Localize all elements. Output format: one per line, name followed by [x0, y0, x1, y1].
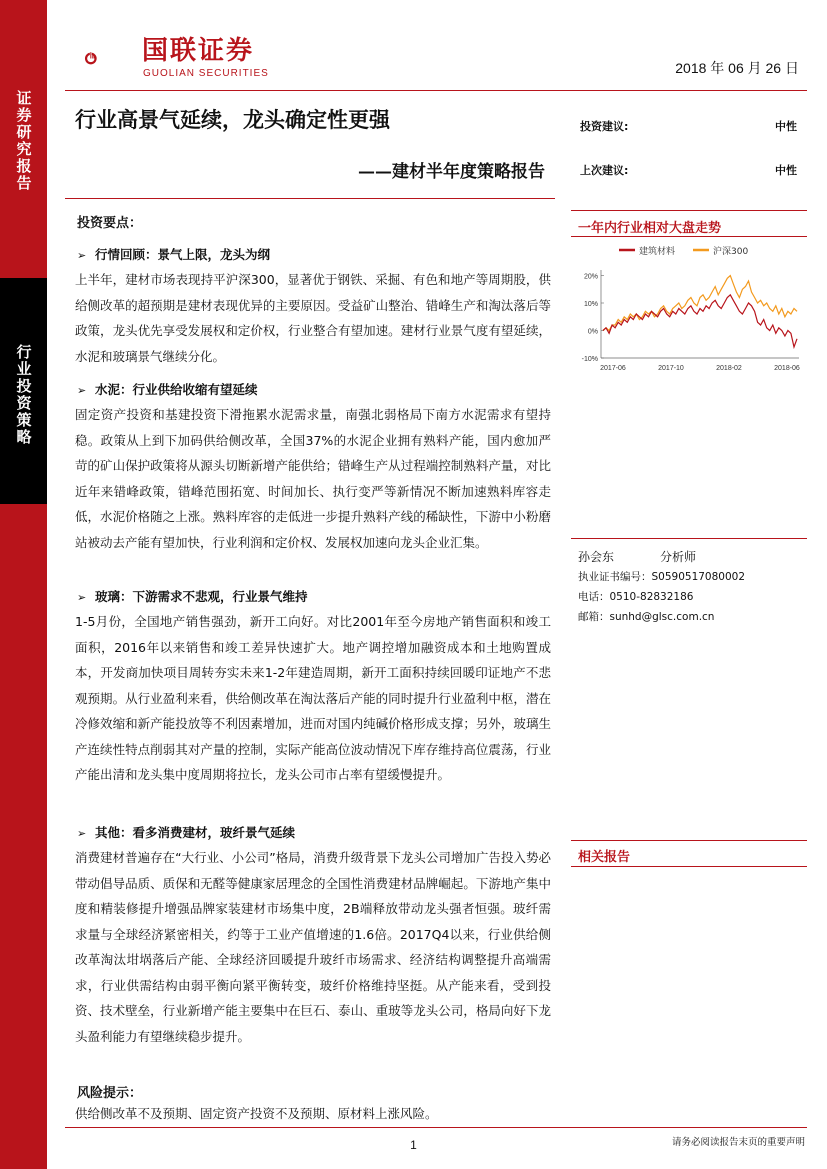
report-date: 2018 年 06 月 26 日: [675, 60, 799, 76]
y-tick-label: 20%: [583, 273, 598, 281]
analyst-name: 孙会东: [578, 550, 615, 564]
chart-title: 一年内行业相对大盘走势: [578, 221, 722, 236]
x-tick-label: 2018-06: [774, 365, 800, 372]
sidebar: [0, 0, 47, 1169]
analyst-phone: 电话：0510-82832186: [578, 591, 694, 603]
section-heading-cement: ➢ 水泥：行业供给收缩有望延续: [77, 382, 258, 397]
section-heading-market: ➢ 行情回顾：景气上限，龙头为纲: [77, 247, 271, 262]
y-tick-label: 0%: [587, 328, 598, 336]
guolian-logo-icon: [84, 28, 140, 88]
y-tick-label: 10%: [583, 301, 598, 308]
legend-label: 沪深300: [713, 247, 749, 257]
report-subtitle: ——建材半年度策略报告: [358, 162, 545, 182]
analyst-rule: [571, 538, 807, 539]
x-tick-label: 2018-02: [716, 365, 742, 372]
rating-current-label: 投资建议:: [580, 120, 629, 133]
risk-heading: 风险提示：: [77, 1086, 143, 1101]
footer-rule: [65, 1127, 807, 1128]
section-text-glass: 1-5月份，全国地产销售强劲，新开工向好。对比2001年至今房地产销售面积和竣工面积，2016年以来销售和竣工差异快速扩大。地产调控增加融资成本和土地购置成本，开发商加快项目周转夯实未来1-2年建造周期，新开工面积持续回暖印证地产不悲观预期。从行业盈利来看，供给侧改革在淘汰落后产能的同时提升行业盈利中枢，潜在冷修效缩和新产能投放等不利因素增加，进而对国内纯碱价格形成支撑；另外，玻璃生产连续性特点削弱其对产量的控制，实际产能高位波动情况下库存维持高位震荡，行业产能出清和龙头集中度周期将拉长，龙头公司市占率有望缓慢提升。: [75, 614, 551, 782]
rating-current-value: 中性: [775, 120, 797, 133]
section-text-cement: 固定资产投资和基建投资下滑拖累水泥需求量，南强北弱格局下南方水泥需求有望持稳。政策从上到下加码供给侧改革，全国37%的水泥企业拥有熟料产能，国内愈加严苛的矿山保护政策将从源头切断新增产能供给；错峰生产从过程端控制熟料产量，对比近年来错峰政策，错峰范围拓宽、时间加长、执行变严等新情况不断加速熟料库容走低，水泥价格随之上涨。熟料库容的走低进一步提升熟料产线的稀缺性，下游中小粉磨站被动去产能有望加快，行业利润和定价权、发展权加速向龙头企业汇集。: [75, 407, 551, 550]
section-heading-others: ➢ 其他：看多消费建材，玻纤景气延续: [77, 825, 296, 840]
sidebar-report-type: 证券研究报告: [16, 89, 32, 192]
section-heading-glass: ➢ 玻璃：下游需求不悲观，行业景气维持: [77, 589, 308, 604]
section-text-market: 上半年，建材市场表现持平沪深300，显著优于钢铁、采掘、有色和地产等周期股，供给侧改革的超预期是建材表现优异的主要原因。受益矿山整治、错峰生产和淘汰落后等政策，龙头优先享受发展权和定价权，行业整合有望加速。建材行业景气度有望延续，水泥和玻璃景气继续分化。: [75, 272, 551, 364]
relative-performance-chart: [571, 240, 807, 380]
section-text-others: 消费建材普遍存在“大行业、小公司”格局，消费升级背景下龙头公司增加广告投入势必带动倡导品质、质保和无醛等健康家居理念的全国性消费建材品牌崛起。下游地产集中度和精装修提升增强品牌家装建材市场集中度，2B端释放带动龙头强者恒强。玻纤需求量与全球经济紧密相关，约等于工业产值增速的1.6倍。2017Q4以来，行业供给侧改革淘汰坩埚落后产能、全球经济回暖提升玻纤市场需求、经济结构调整提升高端需求，行业供需结构由弱平衡向紧平衡转变，玻纤价格维持坚挺。从产能来看，受到投资、技术壁垒，行业新增产能主要集中在巨石、泰山、重玻等龙头公司，格局向好下龙头盈利能力有望继续稳步提升。: [75, 850, 551, 1044]
series-line: [603, 276, 797, 331]
chart-title-rule: [571, 236, 807, 237]
rating-previous-value: 中性: [775, 164, 797, 177]
logo-subtext: GUOLIAN SECURITIES: [143, 68, 269, 79]
x-tick-label: 2017-06: [600, 365, 626, 372]
disclaimer-note: 请务必阅读报告末页的重要声明: [671, 1137, 805, 1148]
arrow-right-icon: ➢: [77, 827, 87, 840]
sidebar-category-block: [0, 278, 47, 504]
series-line: [603, 295, 797, 347]
analyst-role: 分析师: [660, 550, 697, 564]
related-bottom-rule: [571, 866, 807, 867]
header-rule: [65, 90, 807, 91]
x-tick-label: 2017-10: [658, 365, 684, 372]
sidebar-category: 行业投资策略: [16, 343, 32, 446]
logo-text: 国联证券: [142, 36, 255, 66]
legend-label: 建筑材料: [639, 247, 676, 257]
title-rule: [65, 198, 555, 199]
related-reports-heading: 相关报告: [578, 850, 631, 865]
arrow-right-icon: ➢: [77, 591, 87, 604]
arrow-right-icon: ➢: [77, 384, 87, 397]
analyst-email: 邮箱：sunhd@glsc.com.cn: [578, 611, 715, 623]
rating-previous-label: 上次建议:: [580, 164, 629, 177]
page-number: 1: [410, 1138, 417, 1152]
analyst-cert: 执业证书编号：S0590517080002: [578, 571, 746, 583]
y-tick-label: -10%: [581, 356, 598, 363]
report-title: 行业高景气延续，龙头确定性更强: [75, 107, 390, 132]
sidebar-top-block: [0, 78, 47, 278]
arrow-right-icon: ➢: [77, 249, 87, 262]
chart-top-rule: [571, 210, 807, 211]
risk-text: 供给侧改革不及预期、固定资产投资不及预期、原材料上涨风险。: [75, 1106, 438, 1121]
related-rule: [571, 840, 807, 841]
summary-heading: 投资要点：: [77, 216, 143, 231]
